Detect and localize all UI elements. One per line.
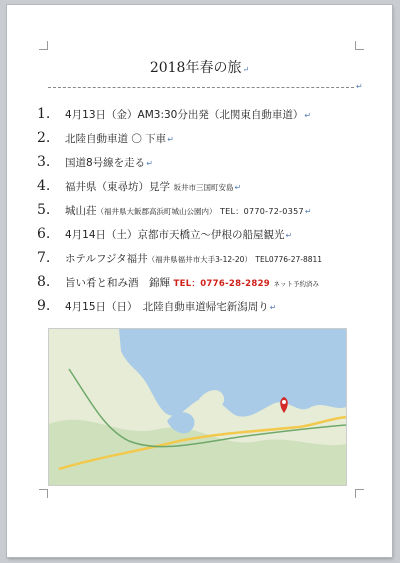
crop-mark-bottom-right: [355, 489, 364, 498]
dashed-divider: [48, 87, 354, 88]
list-item[interactable]: [37, 247, 322, 269]
paragraph-mark: ↵: [304, 111, 312, 120]
item-tel: TEL：0776-28-2829: [173, 279, 271, 289]
item-detail: （福井県福井市大手3-12-20）: [147, 255, 252, 264]
item-number: 1.: [37, 106, 51, 122]
item-number: 4.: [37, 178, 51, 194]
paragraph-mark: ↵: [269, 303, 277, 312]
list-item[interactable]: [37, 151, 153, 173]
paragraph-mark: ↵: [167, 135, 174, 144]
list-item[interactable]: [37, 295, 277, 317]
item-number: 3.: [37, 154, 51, 170]
item-text: 4月14日（土）京都市天橋立〜伊根の船屋観光: [65, 229, 285, 241]
crop-mark-top-right: [355, 41, 364, 50]
item-tel: TEL：0770-72-0357: [220, 207, 304, 216]
item-number: 8.: [37, 274, 51, 290]
crop-mark-bottom-left: [39, 489, 48, 498]
item-text: 国道8号線を走る: [65, 157, 146, 169]
item-number: 6.: [37, 226, 51, 242]
item-text: 北陸自動車道 〇 下車: [65, 133, 167, 145]
item-number: 7.: [37, 250, 51, 266]
list-item[interactable]: [37, 175, 241, 197]
item-text: 旨い肴と和み酒 錦輝: [65, 277, 170, 289]
route-map-image: [49, 329, 346, 485]
document-title-row[interactable]: [7, 57, 392, 77]
item-number: 9.: [37, 298, 51, 314]
list-item[interactable]: [37, 127, 174, 149]
item-number: 2.: [37, 130, 51, 146]
paragraph-mark: ↵: [146, 159, 153, 168]
list-item[interactable]: [37, 199, 312, 221]
item-text: 4月15日（日） 北陸自動車道帰宅新潟周り: [65, 301, 269, 313]
list-item[interactable]: [37, 103, 311, 125]
item-text: 福井県（東尋坊）見学: [65, 181, 170, 193]
item-number: 5.: [37, 202, 51, 218]
item-text: ホテルフジタ福井: [65, 253, 148, 265]
item-text: 城山荘: [65, 205, 97, 217]
paragraph-mark: ↵: [234, 183, 242, 192]
item-tel: TEL0776-27-8811: [255, 255, 323, 264]
document-page: [7, 5, 392, 557]
route-map[interactable]: [48, 328, 347, 486]
item-detail: 坂井市三国町安島: [173, 183, 234, 192]
paragraph-mark: ↵: [242, 65, 250, 74]
item-note: ネット予約済み: [273, 280, 320, 288]
crop-mark-top-left: [39, 41, 48, 50]
item-detail: （福井県大飯郡高浜町城山公園内）: [96, 207, 217, 216]
paragraph-mark: ↵: [304, 207, 312, 216]
list-item[interactable]: [37, 223, 292, 245]
document-title: 2018年春の旅: [149, 60, 242, 76]
paragraph-mark: ↵: [285, 231, 293, 240]
item-text: 4月13日（金）AM3:30分出発（北関東自動車道）: [65, 109, 304, 121]
list-item[interactable]: [37, 271, 319, 293]
paragraph-mark: ↵: [356, 82, 363, 91]
